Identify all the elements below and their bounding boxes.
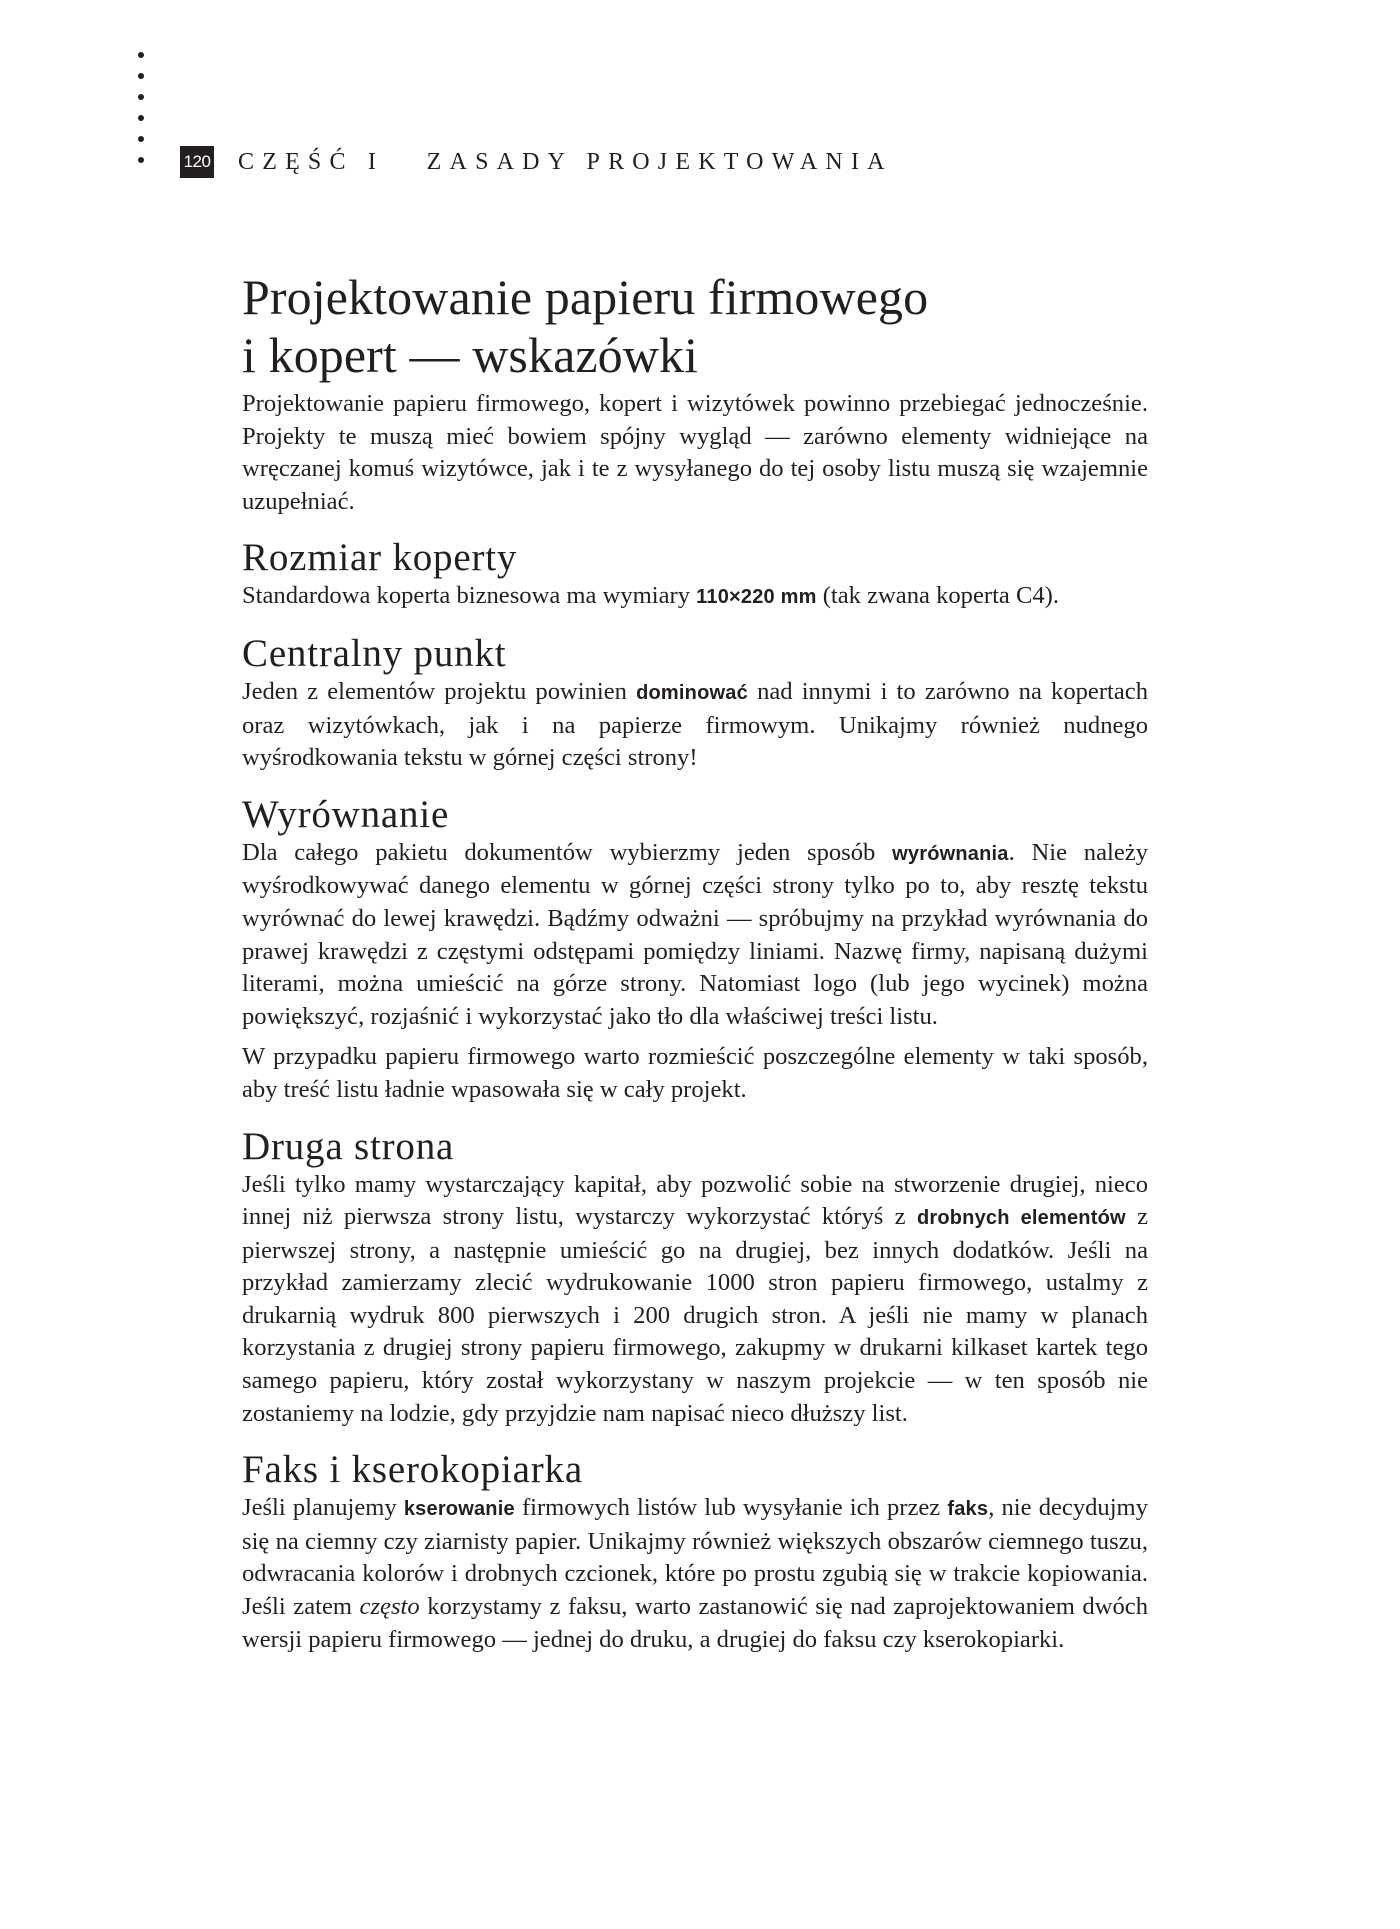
page-title-line-2: i kopert — wskazówki (242, 327, 699, 383)
section-heading-druga-strona: Druga strona (242, 1124, 455, 1168)
section-paragraph (242, 1169, 1148, 1431)
text-run: . Nie należy wyśrodkowywać danego elementu w górnej części strony tylko po to, aby resztę tekstu wyrównać do lewej krawędzi. Bądźmy odważni — spróbujmy na przykład wyrównania do prawej krawędzi z częstymi odstępami pomiędzy liniami. Nazwę firmy, napisaną dużymi literami, można umieścić na górze strony. Natomiast logo (lub jego wycinek) można powiększyć, rozjaśnić i wykorzystać jako tło dla właściwej treści listu. (242, 838, 1148, 1030)
emphasis: często (359, 1593, 420, 1621)
keyword: 110×220 mm (696, 586, 817, 609)
text-run: Dla całego pakietu dokumentów wybierzmy jeden sposób (242, 838, 893, 866)
article (242, 268, 1148, 1656)
running-head (180, 145, 893, 179)
page-number: 120 (180, 146, 214, 178)
section-paragraph (242, 676, 1148, 775)
text-run: korzystamy z faksu, warto zastanowić się nad zaprojektowaniem dwóch wersji papieru firmowego — jednej do druku, a drugiej do faksu czy kserokopiarki. (242, 1593, 1148, 1653)
text-run: firmowych listów lub wysyłanie ich przez (514, 1494, 948, 1522)
part-label: CZĘŚĆ I ZASADY PROJEKTOWANIA (238, 148, 893, 175)
section-paragraph (242, 580, 1148, 614)
section-heading-rozmiar-koperty: Rozmiar koperty (242, 536, 518, 580)
text-run: Jeśli planujemy (242, 1494, 404, 1522)
keyword: dominować (636, 681, 748, 704)
page-title-line-1: Projektowanie papieru firmowego (242, 269, 929, 325)
margin-dot-leader (138, 52, 146, 178)
section-heading-centralny-punkt: Centralny punkt (242, 631, 507, 675)
keyword: drobnych elementów (916, 1207, 1126, 1230)
intro-paragraph: Projektowanie papieru firmowego, kopert i wizytówek powinno przebiegać jednocześnie. Projekty te muszą mieć bowiem spójny wygląd — zarówno elementy widniejące na wręczanej komuś wizytówce, jak i te z wysyłanego do tej osoby listu muszą się wzajemnie uzupełniać. (242, 390, 1148, 515)
section-heading-faks-i-kserokopiarka: Faks i kserokopiarka (242, 1448, 583, 1492)
text-run: Jeden z elementów projektu powinien (242, 677, 637, 705)
keyword: kserowanie (403, 1498, 515, 1521)
text-run: nad innymi i to zarówno na kopertach oraz wizytówkach, jak i na papierze firmowym. Unikajmy również nudnego wyśrodkowania tekstu w górnej części strony! (242, 677, 1149, 772)
section-heading-wyrownanie: Wyrównanie (242, 792, 450, 836)
page-title (242, 268, 1148, 384)
section-paragraph (242, 1492, 1148, 1656)
keyword: wyrównania (892, 842, 1009, 865)
text-run: (tak zwana koperta C4). (816, 582, 1060, 610)
section-paragraph (242, 837, 1148, 1034)
text-run: , nie decydujmy się na ciemny czy ziarnisty papier. Unikajmy również większych obszarów ciemnego tuszu, odwracania kolorów i drobnych czcionek, które po prostu zgubią się w trakcie kopiowania. Jeśli zatem (242, 1494, 1148, 1621)
text-run: Standardowa koperta biznesowa ma wymiary (242, 582, 697, 610)
text-run: z pierwszej strony, a następnie umieścić go na drugiej, bez innych dodatków. Jeśli na przykład zamierzamy zlecić wydrukowanie 1000 stron papieru firmowego, ustalmy z drukarnią wydruk 800 pierwszych i 200 drugich stron. A jeśli nie mamy w planach korzystania z drugiej strony papieru firmowego, zakupmy w drukarni kilkaset kartek tego samego papieru, który został wykorzystany w naszym projekcie — w ten sposób nie zostaniemy na lodzie, gdy przyjdzie nam napisać nieco dłuższy list. (242, 1203, 1148, 1427)
keyword: faks (947, 1498, 989, 1521)
text-run: Jeśli tylko mamy wystarczający kapitał, aby pozwolić sobie na stworzenie drugiej, nieco innej niż pierwsza strony listu, wystarczy wykorzystać któryś z (242, 1170, 1148, 1231)
section-paragraph: W przypadku papieru firmowego warto rozmieścić poszczególne elementy w taki sposób, aby treść listu ładnie wpasowała się w cały projekt. (242, 1043, 1148, 1103)
